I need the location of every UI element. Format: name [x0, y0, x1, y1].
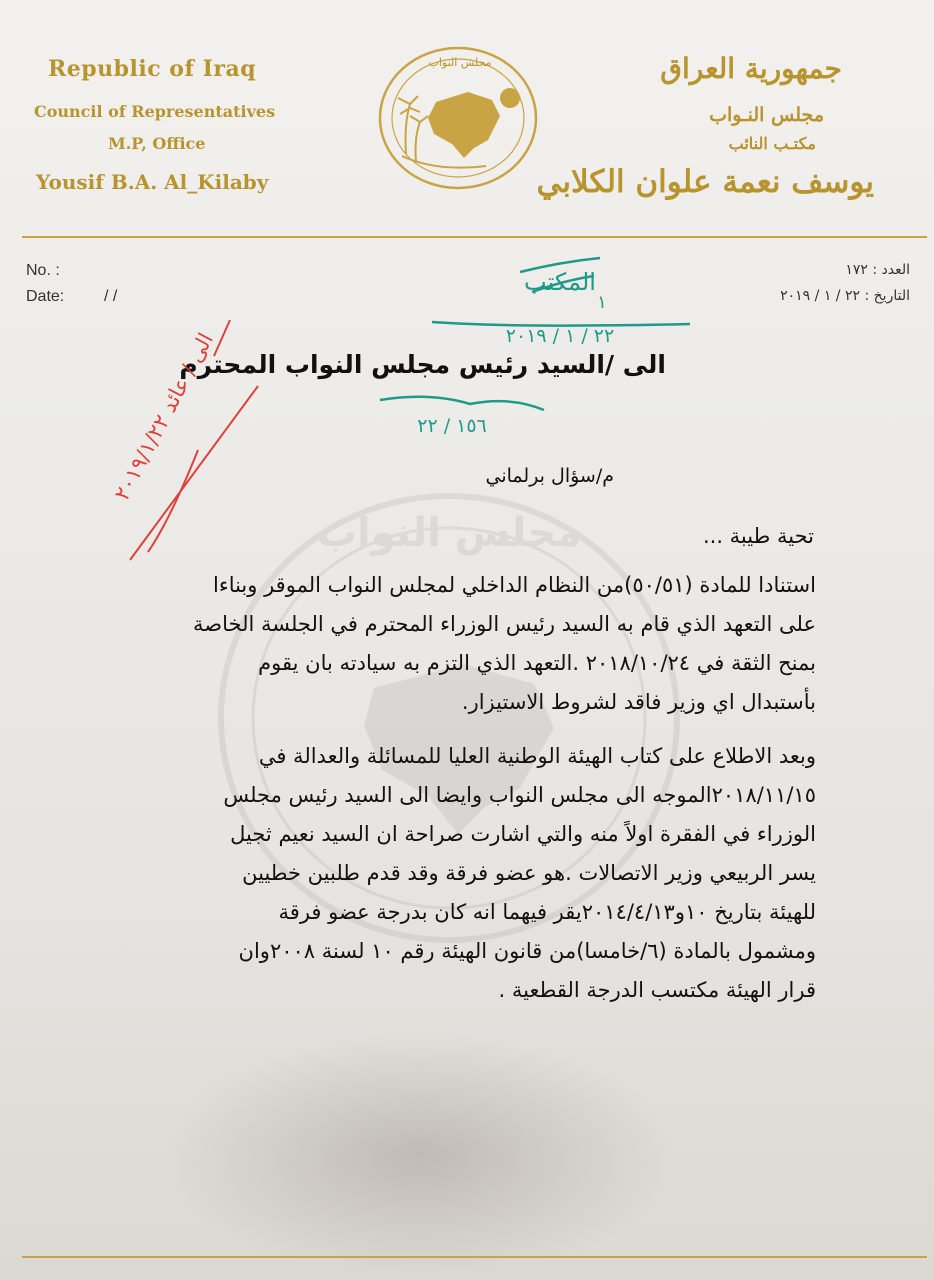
letterhead-ar-name: يوسف نعمة علوان الكلابي	[536, 164, 874, 200]
red-handwritten-note: الى / عائد ٢٠١٩/١/٢٢	[109, 329, 219, 505]
emblem-label: مجلس النواب	[428, 56, 492, 69]
body-paragraph-2	[126, 737, 816, 1010]
body-paragraph-1	[126, 566, 816, 722]
letterhead-ar-council: مجلس النـواب	[709, 104, 824, 126]
paragraph-line: ٢٠١٨/١١/١٥الموجه الى مجلس النواب وايضا الى السيد رئيس مجلس	[223, 783, 816, 807]
letterhead-en-republic: Republic of Iraq	[48, 56, 257, 82]
number-label-en: No. :	[26, 262, 60, 279]
letterhead-ar-republic: جمهورية العراق	[660, 52, 842, 85]
green-number-note: ١	[597, 292, 607, 313]
watermark-label: مجلس النواب	[316, 510, 582, 556]
letterhead-en-council: Council of Representatives	[34, 102, 276, 121]
paragraph-line: يسر الربيعي وزير الاتصالات .هو عضو فرقة وقد قدم طلبين خطيين	[242, 861, 816, 885]
paragraph-line: وبعد الاطلاع على كتاب الهيئة الوطنية العليا للمسائلة والعدالة في	[258, 744, 816, 768]
letterhead-en-name: Yousif B.A. Al_Kilaby	[36, 170, 269, 194]
parliament-emblem-icon	[376, 44, 540, 192]
addressee-line: الى /السيد رئيس مجلس النواب المحترم	[179, 350, 666, 379]
bottom-divider	[22, 1256, 927, 1258]
shadow-band	[160, 1030, 680, 1280]
paragraph-line: على التعهد الذي قام به السيد رئيس الوزراء المحترم في الجلسة الخاصة	[193, 612, 816, 636]
paragraph-line: للهيئة بتاريخ ١٠و٢٠١٤/٤/١٣يقر فيهما انه كان بدرجة عضو فرقة	[278, 900, 816, 924]
paragraph-line: ومشمول بالمادة (٦/خامسا)من قانون الهيئة رقم ١٠ لسنة ٢٠٠٨وان	[238, 939, 816, 963]
subject-line: م/سؤال برلماني	[485, 465, 614, 487]
green-annotation	[380, 258, 690, 410]
letterhead-ar-office: مكتـب النائب	[728, 134, 816, 153]
green-ref-note: ١٥٦ / ٢٢	[417, 415, 487, 437]
top-divider	[22, 236, 927, 238]
green-office-note: المكتب	[524, 268, 596, 296]
paragraph-line: بمنح الثقة في ٢٠١٨/١٠/٢٤ .التعهد الذي التزم به سيادته بان يقوم	[258, 651, 816, 675]
date-label-en: Date:	[26, 288, 65, 305]
paragraph-line: قرار الهيئة مكتسب الدرجة القطعية .	[498, 978, 816, 1002]
number-field-ar: العدد : ١٧٢	[845, 262, 910, 278]
greeting-line: تحية طيبة ...	[702, 524, 814, 548]
paragraph-line: بأستبدال اي وزير فاقد لشروط الاستيزار.	[461, 690, 816, 714]
date-field-ar: التاريخ : ٢٢ / ١ / ٢٠١٩	[780, 288, 910, 304]
green-date-note: ٢٢ / ١ / ٢٠١٩	[505, 325, 615, 347]
date-slashes-en: / /	[104, 288, 118, 305]
paragraph-line: الوزراء في الفقرة اولاً منه والتي اشارت صراحة ان السيد نعيم ثجيل	[230, 822, 816, 846]
letterhead-en-office: M.P, Office	[108, 134, 206, 153]
paragraph-line: استنادا للمادة (٥٠/٥١)من النظام الداخلي لمجلس النواب الموقر وبناءا	[212, 573, 816, 597]
